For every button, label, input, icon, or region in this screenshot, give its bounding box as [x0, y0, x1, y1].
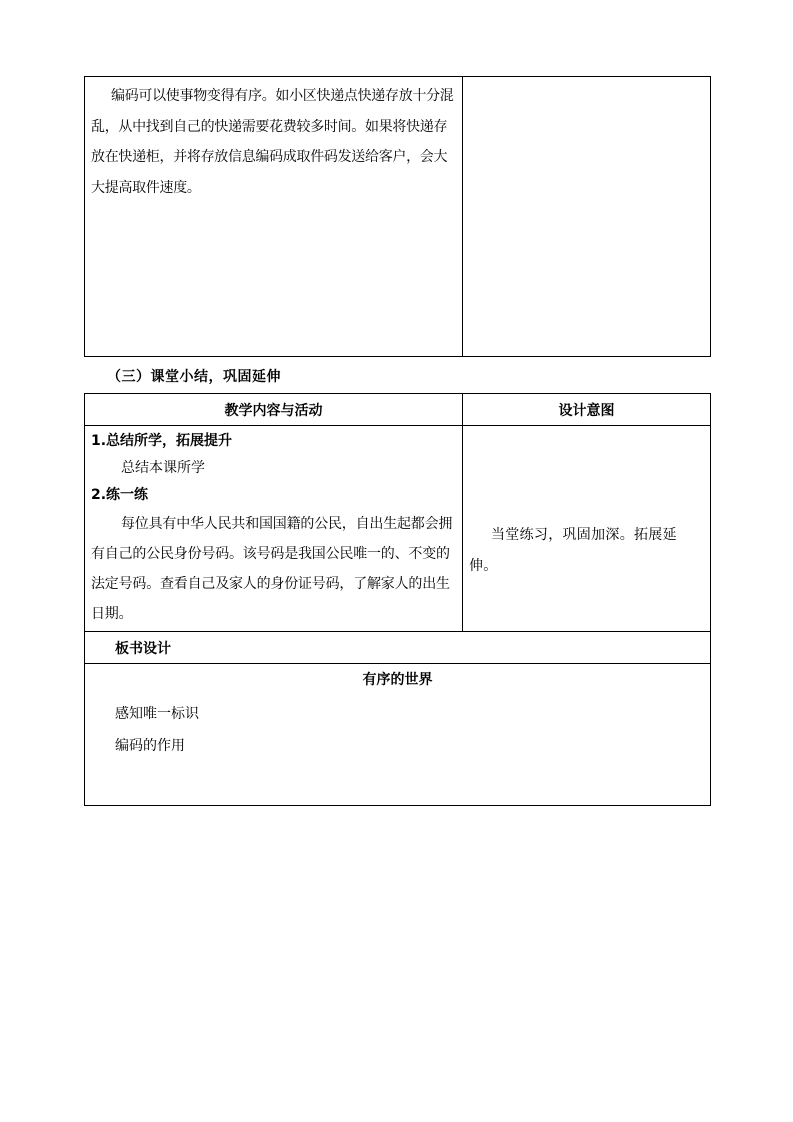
intent-cell [463, 426, 711, 632]
item2-body: 每位具有中华人民共和国国籍的公民，自出生起都会拥有自己的公民身份号码。该号码是我国公民唯一的、不变的法定号码。查看自己及家人的身份证号码，了解家人的出生日期。 [91, 516, 453, 622]
content-cell [85, 426, 463, 632]
col1-header: 教学内容与活动 [224, 402, 323, 419]
section-heading: （三）课堂小结，巩固延伸 [107, 369, 281, 385]
top-right-cell [463, 77, 711, 357]
top-table [84, 76, 711, 357]
board-line-2: 编码的作用 [115, 738, 185, 754]
item1-body: 总结本课所学 [121, 460, 205, 476]
board-title: 有序的世界 [362, 672, 433, 688]
board-content-cell [85, 664, 711, 806]
design-intent-text: 当堂练习，巩固加深。拓展延伸。 [469, 527, 677, 574]
summary-table [84, 393, 711, 806]
board-label-cell [85, 632, 711, 664]
top-left-paragraph: 编码可以使事物变得有序。如小区快递点快递存放十分混乱，从中找到自己的快递需要花费较多时间。如果将快递存放在快递柜，并将存放信息编码成取件码发送给客户，会大大提高取件速度。 [91, 88, 454, 196]
board-line-1: 感知唯一标识 [115, 706, 199, 722]
header-content-activity [85, 394, 463, 426]
top-left-cell [85, 77, 463, 357]
col2-header: 设计意图 [558, 402, 615, 419]
header-design-intent [463, 394, 711, 426]
item1-title: 1.总结所学，拓展提升 [91, 433, 233, 449]
board-label: 板书设计 [115, 640, 171, 657]
item2-title: 2.练一练 [91, 487, 149, 503]
